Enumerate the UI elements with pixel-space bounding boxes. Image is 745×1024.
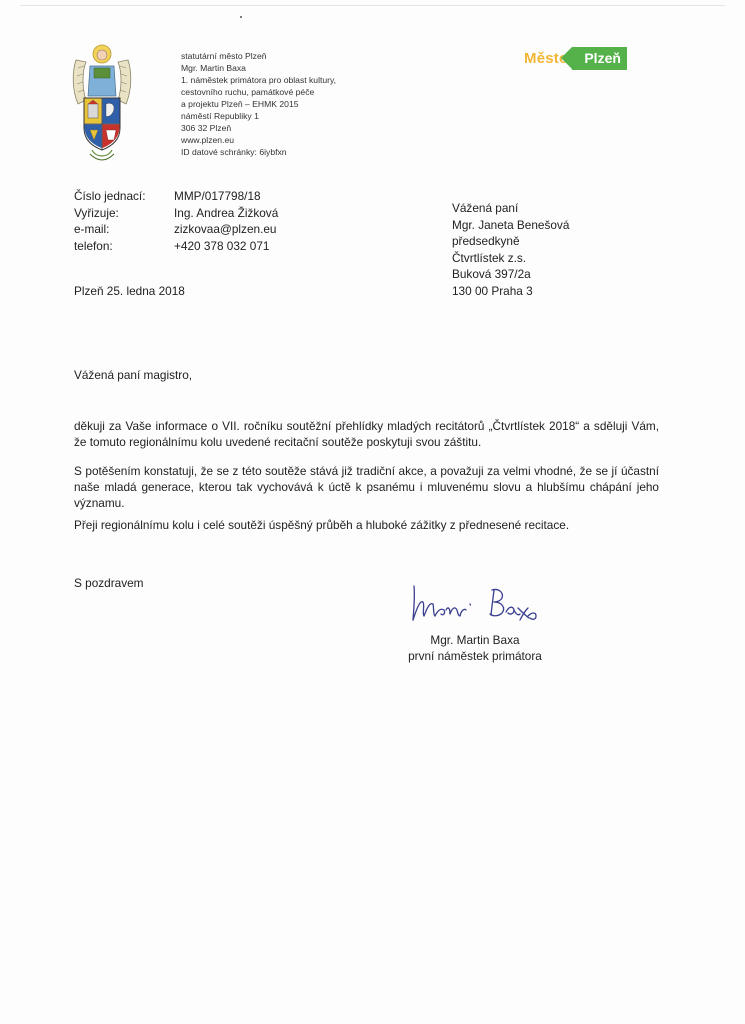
- reference-row: [74, 188, 278, 205]
- reference-value: zizkovaa@plzen.eu: [174, 222, 277, 236]
- logo-tag: Plzeň: [572, 47, 627, 70]
- reference-label: Vyřizuje:: [74, 205, 119, 220]
- salutation: Vážená paní magistro,: [74, 368, 193, 382]
- scan-edge-line: [20, 5, 725, 6]
- sender-website: www.plzen.eu: [181, 135, 235, 145]
- reference-label: e-mail:: [74, 222, 110, 236]
- logo-word: Město: [524, 49, 569, 67]
- recipient-line: 130 00 Praha 3: [452, 283, 533, 298]
- recipient-line: Buková 397/2a: [452, 267, 531, 281]
- recipient-line: Mgr. Janeta Benešová: [452, 217, 570, 232]
- reference-label: telefon:: [74, 238, 113, 253]
- scan-speck: [240, 16, 242, 18]
- reference-row: [74, 238, 278, 255]
- reference-value: MMP/017798/18: [174, 189, 261, 203]
- recipient-address: [452, 200, 569, 299]
- body-paragraph: S potěšením konstatuji, že se z této soutěže stává již tradiční akce, a považuji za velmi vhodné, že se jí účastní naše mladá generace, kterou tak vychovává k úctě k psanému i mluvenému slovu a hlubšímu chápání jeho významu.: [74, 464, 659, 510]
- mesto-plzen-logo: [524, 46, 627, 70]
- closing: S pozdravem: [74, 576, 144, 590]
- sender-line: náměstí Republiky 1: [181, 111, 259, 121]
- handwritten-signature: [408, 580, 548, 626]
- sender-line: statutární město Plzeň: [181, 51, 267, 61]
- body-paragraph: děkuji za Vaše informace o VII. ročníku soutěžní přehlídky mladých recitátorů „Čtvrtlístek 2018“ a sděluji Vám, že tomuto regionálnímu kolu uvedené recitační soutěže poskytuji svou záštitu.: [74, 419, 659, 449]
- signer-block: [400, 632, 550, 664]
- sender-line: 306 32 Plzeň: [181, 123, 232, 133]
- recipient-line: Vážená paní: [452, 201, 519, 215]
- letter-date: Plzeň 25. ledna 2018: [74, 284, 185, 298]
- sender-line: a projektu Plzeň – EHMK 2015: [181, 99, 299, 109]
- reference-block: [74, 188, 278, 254]
- recipient-line: Čtvrtlístek z.s.: [452, 250, 527, 265]
- sender-line: cestovního ruchu, památkové péče: [181, 87, 315, 97]
- reference-row: [74, 205, 278, 222]
- reference-label: Číslo jednací:: [74, 189, 146, 203]
- reference-value: +420 378 032 071: [174, 238, 270, 253]
- signer-name: Mgr. Martin Baxa: [430, 633, 520, 647]
- coat-of-arms-icon: [70, 42, 134, 162]
- sender-address: [181, 50, 336, 158]
- sender-line: ID datové schránky: 6iybfxn: [181, 147, 287, 157]
- body-paragraph: Přeji regionálnímu kolu i celé soutěži úspěšný průběh a hluboké zážitky z přednesené recitace.: [74, 518, 570, 532]
- recipient-line: předsedkyně: [452, 234, 520, 248]
- reference-row: [74, 221, 278, 238]
- sender-line: Mgr. Martin Baxa: [181, 63, 246, 73]
- sender-line: 1. náměstek primátora pro oblast kultury,: [181, 75, 337, 85]
- signer-title: první náměstek primátora: [408, 649, 542, 663]
- reference-value: Ing. Andrea Žižková: [174, 205, 279, 220]
